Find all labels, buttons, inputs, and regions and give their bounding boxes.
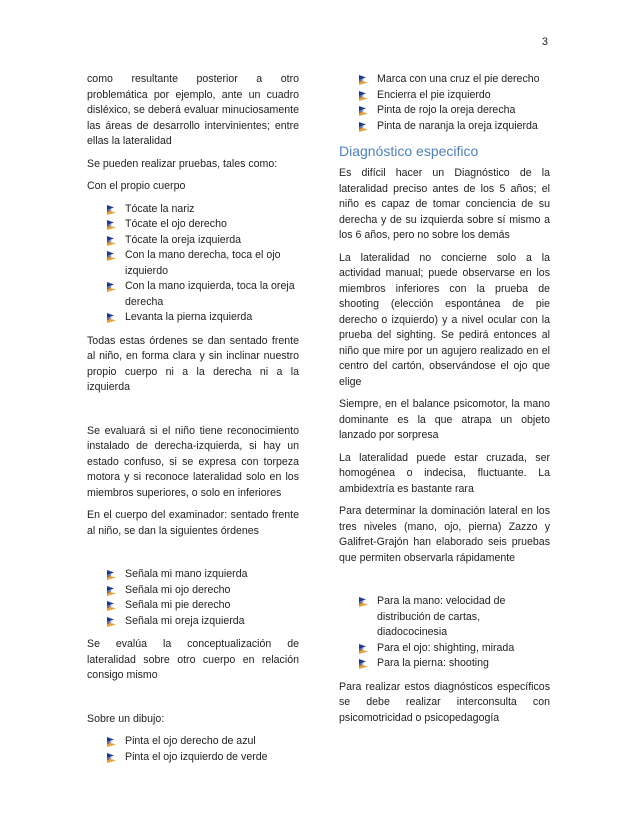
list-item-text: Pinta el ojo derecho de azul bbox=[125, 735, 256, 747]
list-item-text: Con la mano derecha, toca el ojo izquierdo bbox=[125, 249, 281, 277]
list-item-text: Para la mano: velocidad de distribución de cartas, diadococinesia bbox=[377, 595, 506, 638]
list-item-text: Señala mi mano izquierda bbox=[125, 568, 248, 580]
bullet-list bbox=[87, 734, 299, 765]
list-item-text: Tócate el ojo derecho bbox=[125, 218, 227, 230]
list-item-text: Pinta de rojo la oreja derecha bbox=[377, 104, 516, 116]
list-item-text: Levanta la pierna izquierda bbox=[125, 311, 253, 323]
arrow-bullet-icon bbox=[107, 617, 118, 633]
list-item bbox=[339, 656, 550, 672]
list-item-text: Pinta de naranja la oreja izquierda bbox=[377, 119, 538, 132]
arrow-bullet-icon bbox=[359, 597, 370, 613]
list-item bbox=[87, 202, 299, 218]
list-item-text: Encierra el pie izquierdo bbox=[377, 88, 491, 101]
paragraph: Para realizar estos diagnósticos específicos se debe realizar interconsulta con psicomotricidad o psicopedagogía bbox=[339, 680, 550, 724]
list-item bbox=[87, 614, 299, 630]
arrow-bullet-icon bbox=[107, 282, 118, 298]
list-item bbox=[339, 119, 550, 135]
paragraph: La lateralidad puede estar cruzada, ser homogénea o indecisa, fluctuante. La ambidextría es bastante rara bbox=[339, 451, 550, 495]
paragraph: La lateralidad no concierne solo a la actividad manual; puede observarse en los miembros inferiores con la prueba de shooting (elección espontánea de pie derecho o izquierdo) y a nivel ocular con la prueba del sighting. Se pedirá entonces al niño que mire por un agujero realizado en el centro del cartón, observándose el ojo que elige bbox=[339, 251, 550, 388]
bullet-list bbox=[339, 72, 550, 134]
list-item bbox=[87, 567, 299, 583]
list-item bbox=[87, 750, 299, 766]
paragraph: Es difícil hacer un Diagnóstico de la lateralidad preciso antes de los 5 años; el niño es capaz de tomar conciencia de su derecha y de su izquierda sobre sí mismo a los 6 años, pero no sobre los demás bbox=[339, 167, 550, 241]
list-item-text: Señala mi pie derecho bbox=[125, 599, 231, 611]
paragraph: Con el propio cuerpo bbox=[87, 180, 186, 192]
list-item-text: Para el ojo: shighting, mirada bbox=[377, 641, 515, 654]
list-item bbox=[87, 279, 299, 310]
paragraph: como resultante posterior a otro problemática por ejemplo, ante un cuadro disléxico, se deberá evaluar minuciosamente las áreas de desarrollo intervinientes; entre ellas la lateralidad bbox=[87, 73, 299, 147]
list-item-text: Señala mi ojo derecho bbox=[125, 583, 231, 596]
right-column bbox=[339, 72, 550, 733]
list-item bbox=[339, 88, 550, 104]
list-item-text: Con la mano izquierda, toca la oreja derecha bbox=[125, 280, 295, 308]
bullet-list bbox=[339, 594, 550, 672]
list-item bbox=[87, 217, 299, 233]
arrow-bullet-icon bbox=[107, 753, 118, 769]
list-item-text: Señala mi oreja izquierda bbox=[125, 614, 245, 627]
list-item-text: Para la pierna: shooting bbox=[377, 657, 489, 669]
arrow-bullet-icon bbox=[107, 313, 118, 329]
paragraph: Se evalúa la conceptualización de lateralidad sobre otro cuerpo en relación consigo mismo bbox=[87, 638, 299, 681]
paragraph: Para determinar la dominación lateral en los tres niveles (mano, ojo, pierna) Zazzo y Galifret-Grajón han elaborado seis pruebas que permiten observarla rápidamente bbox=[339, 505, 550, 564]
paragraph: Siempre, en el balance psicomotor, la mano dominante es la que atrapa un objeto lanzado por sorpresa bbox=[339, 398, 550, 441]
page-number: 3 bbox=[541, 36, 548, 48]
list-item-text: Tócate la nariz bbox=[125, 202, 195, 215]
list-item bbox=[87, 233, 299, 249]
paragraph: Todas estas órdenes se dan sentado frente al niño, en forma clara y sin inclinar nuestro propio cuerpo ni a la derecha ni a la izquierda bbox=[87, 334, 299, 393]
list-item-text: Pinta el ojo izquierdo de verde bbox=[125, 750, 268, 763]
paragraph: Sobre un dibujo: bbox=[87, 712, 165, 725]
list-item bbox=[339, 72, 550, 88]
list-item bbox=[339, 594, 550, 641]
paragraph: Se evaluará si el niño tiene reconocimiento instalado de derecha-izquierda, si hay un estado confuso, si se expresa con torpeza motora y si reconoce lateralidad solo en los miembros superiores, o solo en inferiores bbox=[87, 424, 299, 499]
paragraph: En el cuerpo del examinador: sentado frente al niño, se dan la siguientes órdenes bbox=[87, 509, 299, 537]
bullet-list bbox=[87, 202, 299, 326]
arrow-bullet-icon bbox=[107, 251, 118, 267]
list-item bbox=[87, 598, 299, 614]
left-column bbox=[87, 72, 299, 773]
section-heading: Diagnóstico especifico bbox=[339, 143, 479, 159]
list-item bbox=[339, 103, 550, 119]
list-item-text: Tócate la oreja izquierda bbox=[125, 233, 242, 246]
list-item bbox=[339, 641, 550, 657]
list-item bbox=[87, 248, 299, 279]
arrow-bullet-icon bbox=[359, 122, 370, 138]
list-item bbox=[87, 310, 299, 326]
paragraph: Se pueden realizar pruebas, tales como: bbox=[87, 157, 278, 170]
list-item-text: Marca con una cruz el pie derecho bbox=[377, 73, 540, 85]
arrow-bullet-icon bbox=[359, 659, 370, 675]
list-item bbox=[87, 583, 299, 599]
bullet-list bbox=[87, 567, 299, 629]
list-item bbox=[87, 734, 299, 750]
